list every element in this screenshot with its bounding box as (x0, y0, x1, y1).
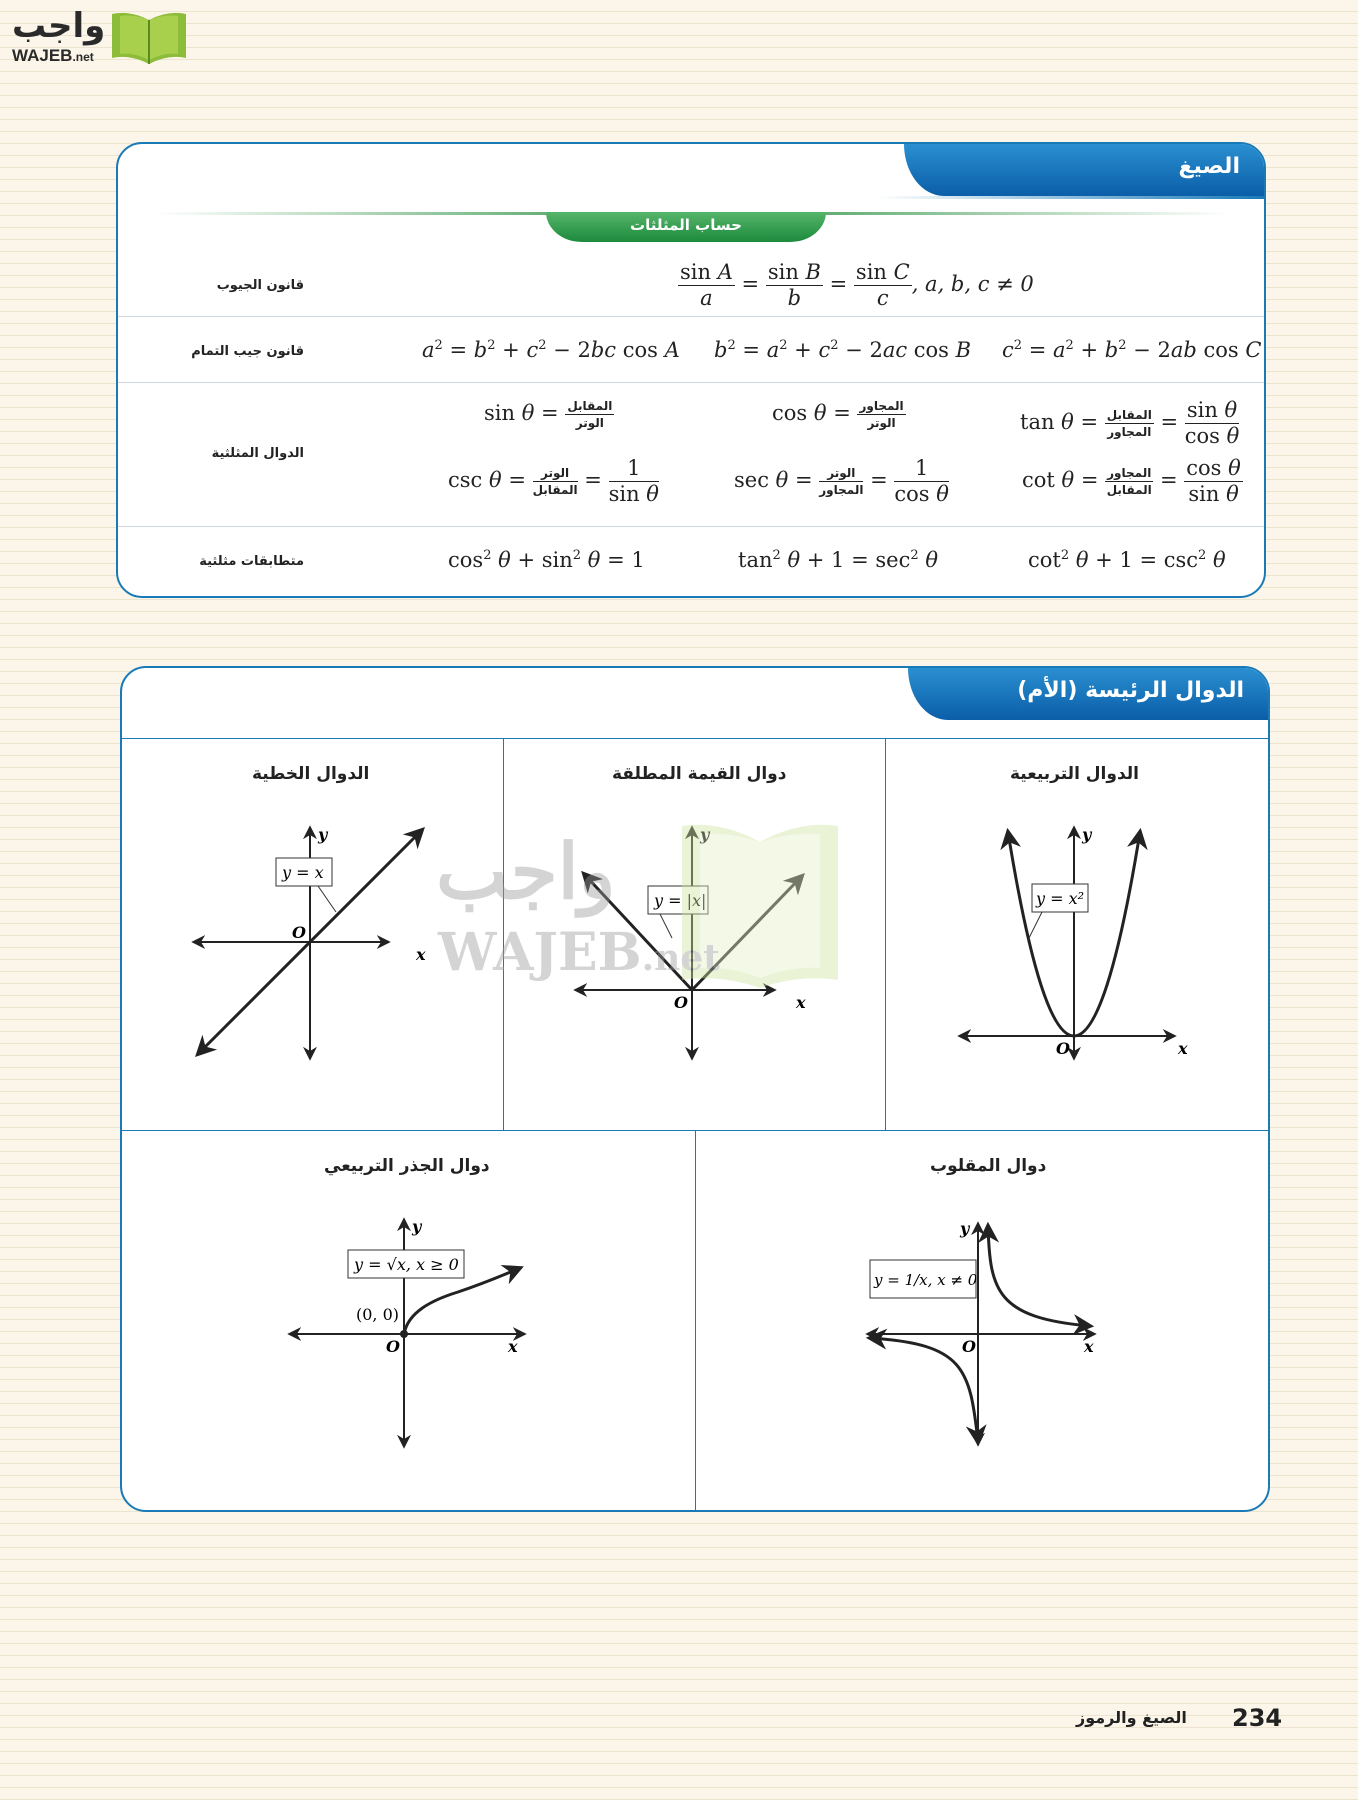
page-number: 234 (1232, 1704, 1283, 1732)
identity-cot-csc: $\cot^2 \theta + 1 = \csc^2 \theta$ (1028, 548, 1226, 572)
origin-label: O (674, 993, 688, 1012)
absolute-label: y = |x| (654, 891, 707, 910)
row-divider (118, 526, 1264, 527)
sec-definition: sec θ = $\frac{\text{الوتر}}{\text{المجاور}}$ = $\frac{1}{\text{cos θ}}$ (734, 456, 949, 506)
tan-definition: tan θ = $\frac{\text{المقابل}}{\text{المجاور}}$ = $\frac{\text{sin θ}}{\text{cos θ}}$ (1020, 398, 1240, 448)
row-divider (118, 382, 1264, 383)
origin-point (400, 1330, 408, 1338)
footer-title: الصيغ والرموز (1076, 1708, 1187, 1727)
cosine-law-c: $c^2 = a^2 + b^2 - 2ab$ cos C (1002, 338, 1262, 362)
x-axis-label: x (508, 1337, 518, 1356)
section-title: حساب المثلثات (630, 216, 742, 234)
csc-definition: csc θ = $\frac{\text{الوتر}}{\text{المقابل}}$ = $\frac{1}{\text{sin θ}}$ (448, 456, 659, 506)
trig-functions-label: الدوال المثلثية (211, 446, 304, 461)
linear-graph (194, 825, 426, 1058)
y-axis-label: y (1082, 825, 1092, 844)
label-pointer (1028, 912, 1042, 940)
sqrt-point-label: (0, 0) (356, 1305, 400, 1324)
linear-title: الدوال الخطية (252, 764, 370, 784)
reciprocal-title: دوال المقلوب (930, 1156, 1047, 1176)
linear-label: y = x (282, 863, 324, 882)
formulas-header-tab (904, 144, 1264, 196)
origin-label: O (386, 1337, 400, 1356)
quadratic-title: الدوال التربيعية (1010, 764, 1139, 784)
y-axis-label: y (960, 1219, 970, 1238)
identities-label: متطابقات مثلثية (199, 554, 304, 569)
reciprocal-curve-positive (988, 1226, 1090, 1326)
quadratic-graph (960, 825, 1188, 1058)
sqrt-label: y = √x, x ≥ 0 (354, 1255, 459, 1274)
cosine-law-b: $b^2 = a^2 + c^2 - 2ac$ cos B (714, 338, 972, 362)
sin-definition: sin θ = $\frac{\text{المقابل}}{\text{الوتر}}$ (484, 399, 613, 430)
cot-definition: cot θ = $\frac{\text{المجاور}}{\text{المقابل}}$ = $\frac{\text{cos θ}}{\text{sin θ}}$ (1022, 456, 1241, 506)
watermark-arabic: واجب (436, 827, 616, 916)
sqrt-title: دوال الجذر التربيعي (324, 1156, 490, 1176)
formulas-header: الصيغ (1178, 154, 1240, 179)
y-axis-label: y (412, 1217, 422, 1236)
cos-definition: cos θ = $\frac{\text{المجاور}}{\text{الوتر}}$ (772, 399, 904, 430)
parents-header: الدوال الرئيسة (الأم) (1017, 678, 1244, 703)
row-divider (118, 316, 1264, 317)
absolute-graph (576, 825, 806, 1058)
x-axis-label: x (1084, 1337, 1094, 1356)
identity-sin-cos: $\cos^2 \theta + \sin^2 \theta = 1$ (448, 548, 645, 572)
origin-label: O (962, 1337, 976, 1356)
law-of-cosines-label: قانون جيب التمام (191, 344, 304, 359)
reciprocal-label: y = 1/x, x ≠ 0 (874, 1271, 978, 1289)
sqrt-graph (290, 1217, 524, 1446)
law-of-sines-label: قانون الجيوب (216, 278, 304, 293)
x-axis-label: x (796, 993, 806, 1012)
quadratic-label: y = x² (1036, 889, 1085, 908)
absolute-title: دوال القيمة المطلقة (612, 764, 787, 784)
parent-functions-card (120, 666, 1270, 1512)
identity-tan-sec: $\tan^2 \theta + 1 = \sec^2 \theta$ (738, 548, 938, 572)
law-of-sines-formula: $\frac{\text{sin A}}{a}$ = $\frac{\text{sin B}}{b}$ = $\frac{\text{sin C}}{c}$ , a, b, c ≠ 0 (680, 260, 1034, 310)
x-axis-label: x (416, 945, 426, 964)
y-axis-label: y (700, 825, 710, 844)
header-underline (878, 196, 1264, 199)
y-axis-label: y (318, 825, 328, 844)
logo-arabic: واجب (12, 6, 106, 46)
origin-label: O (292, 923, 306, 942)
label-pointer (318, 886, 336, 912)
book-icon (108, 6, 190, 66)
reciprocal-graph (868, 1219, 1094, 1444)
wajeb-logo[interactable] (10, 6, 190, 68)
origin-label: O (1056, 1039, 1070, 1058)
label-pointer (660, 914, 672, 938)
cosine-law-a: $a^2 = b^2 + c^2 - 2bc$ cos A (422, 338, 680, 362)
formulas-card (116, 142, 1266, 598)
section-tab (546, 212, 826, 242)
parent-graphs (122, 668, 1268, 1510)
logo-latin: WAJEB.net (12, 46, 94, 65)
watermark-latin: WAJEB.net (438, 922, 720, 983)
x-axis-label: x (1178, 1039, 1188, 1058)
